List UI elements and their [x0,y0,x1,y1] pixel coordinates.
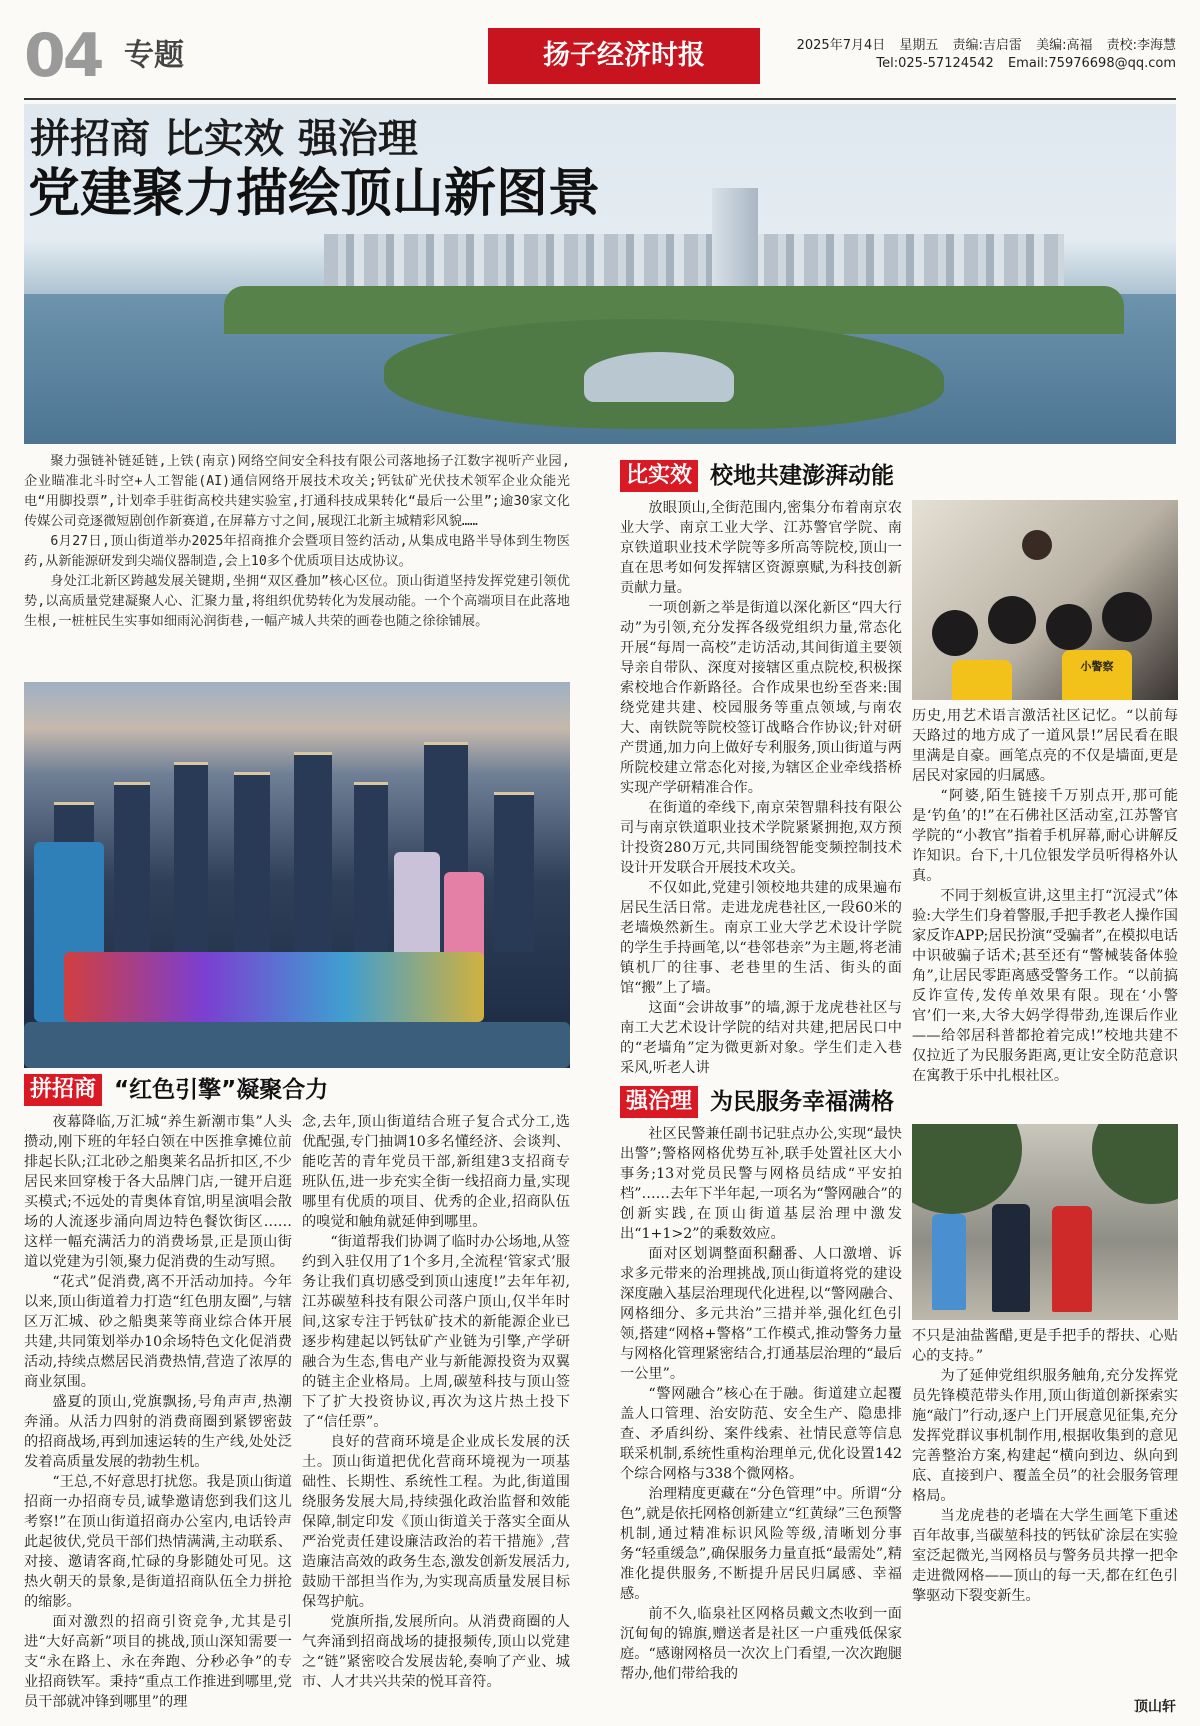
recruit-column-1 [24,1112,292,1708]
governance-column-1 [620,1124,902,1708]
results-tag: 比实效 [620,460,698,492]
article-paragraph: 历史,用艺术语言激活社区记忆。“以前每天路过的地方成了一道风景!”居民看在眼里满是自豪。画笔点亮的不仅是墙面,更是居民对家园的归属感。 [912,708,1178,784]
article-paragraph: 为了延伸党组织服务触角,充分发挥党员先锋模范带头作用,顶山街道创新探索实施“敲门”行动,逐户上门开展意见征集,充分发挥党群议事机制作用,根据收集到的意见完善整治方案,构建起“横向到边、纵向到底、直接到户、覆盖全员”的社会服务管理格局。 [912,1368,1178,1504]
article-paragraph: 前不久,临泉社区网格员戴文杰收到一面沉甸甸的锦旗,赠送者是社区一户重残低保家庭。“感谢网格员一次次上门看望,一次次跑腿帮办,他们带给我的 [620,1606,902,1682]
results-heading [620,460,894,494]
article-paragraph: 社区民警兼任副书记驻点办公,实现“最快出警”;警格网格优势互补,联手处置社区大小事务;13对党员民警与网格员结成“平安拍档”……去年下半年起,一项名为“警网融合”的创新实践,在顶山街道基层治理中激发出“1+1>2”的乘数效应。 [620,1126,902,1242]
photo-child [1102,592,1152,642]
issue-meta [787,34,1176,53]
article-paragraph: “街道帮我们协调了临时办公场地,从签约到入驻仅用了1个多月,全流程‘管家式’服务让我们真切感受到顶山速度!”去年年初,江苏碳堃科技有限公司落户顶山,仅半年时间,这家专注于钙钛矿技术的新能源企业已逐步构建起以钙钛矿产业链为引擎,产学研融合为生态,售电产业与新能源投资为双翼的链主企业格局。上周,碳堃科技与顶山签下了扩大投资协议,再次为这片热土投下了“信任票”。 [302,1234,570,1430]
photo-tree [1092,1124,1178,1204]
photo-building [234,772,270,952]
article-paragraph: 不同于刻板宣讲,这里主打“沉浸式”体验:大学生们身着警服,手把手教老人操作国家反诈APP;居民扮演“受骗者”,在模拟电话中识破骗子话术;甚至还有“警械装备体验角”,让居民零距离感受警务工作。“以前搞反诈宣传,发传单效果有限。现在‘小警官’们一来,大爷大妈学得带劲,连课后作业——给邻居科普都抢着完成!”校地共建不仅拉近了为民服务距离,更让安全防范意识在寓教于乐中扎根社区。 [912,888,1178,1084]
photo-child [1046,604,1092,650]
art-editor-credit: 美编:高福 [1036,38,1093,53]
article-paragraph: “警网融合”核心在于融。街道建立起覆盖人口管理、治安防范、安全生产、隐患排查、矛盾纠纷、案件线索、社情民意等信息联采机制,系统性重构治理单元,优化设置142个综合网格与338个微网格。 [620,1386,902,1482]
article-paragraph: 治理精度更藏在“分色管理”中。所谓“分色”,就是依托网格创新建立“红黄绿”三色预警机制,通过精准标识风险等级,清晰划分事务“轻重缓急”,确保服务力量直抵“最需处”,精准化提供服务,不断提升居民归属感、幸福感。 [620,1486,902,1602]
photo-building [294,752,332,952]
governance-heading [620,1086,894,1120]
article-paragraph: “王总,不好意思打扰您。我是顶山街道招商一办招商专员,诚挚邀请您到我们这儿考察!”在顶山街道招商办公室内,电话铃声此起彼伏,党员干部们热情满满,主动联系、对接、邀请客商,忙碌的身影随处可见。这热火朝天的景象,是街道招商队伍全力拼抢的缩影。 [24,1474,292,1610]
contact-tel: Tel:025-57124542 [876,56,994,71]
governance-column-2 [912,1326,1178,1692]
section-title: 专题 [124,38,184,73]
article-paragraph: 一项创新之举是街道以深化新区“四大行动”为引领,充分发挥各级党组织力量,常态化开展“每周一高校”走访活动,其间街道主要领导亲自带队、深度对接辖区重点院校,积极探索校地合作新路径。合作成果也纷至沓来:围绕党建共建、校园服务等重点领域,与南农大、南铁院等院校签订战略合作协议;针对研产贯通,加力向上做好专利服务,顶山街道与两所院校建立常态化对接,为辖区企业牵线搭桥实现产学研精准合作。 [620,600,902,796]
article-paragraph: 放眼顶山,全街范围内,密集分布着南京农业大学、南京工业大学、江苏警官学院、南京铁道职业技术学院等多所高等院校,顶山一直在思考如何发挥辖区资源禀赋,为科技创新贡献力量。 [620,500,902,596]
issue-date: 2025年7月4日 [796,38,886,53]
page-number: 04 [24,21,102,91]
photo-water [24,1022,570,1068]
article-paragraph: 党旗所指,发展所向。从消费商圈的人气奔涌到招商战场的捷报频传,顶山以党建之“链”紧密咬合发展齿轮,奏响了产业、城市、人才共兴共荣的悦耳音符。 [302,1614,570,1690]
results-column-2 [912,706,1178,1090]
photo-building [494,792,534,952]
police-vest: 小警察 [1062,650,1132,700]
lead-text [24,452,570,676]
photo-officer [1022,530,1052,560]
governance-title: 为民服务幸福满格 [710,1089,895,1115]
community-patrol-photo [912,1124,1178,1320]
photo-mall [64,952,484,1022]
results-column-1 [620,498,902,1090]
issue-weekday: 星期五 [899,38,939,53]
hero-aerial-photo [24,104,1176,444]
photo-building [354,782,388,952]
photo-vest [952,660,1012,700]
recruit-tag: 拼招商 [24,1074,102,1106]
lead-paragraph: 聚力强链补链延链,上铁(南京)网络空间安全科技有限公司落地扬子江数字视听产业园,企业瞄准北斗时空+人工智能(AI)通信网络开展技术攻关;钙钛矿光伏技术领军企业众能光电“用脚投票”,计划牵手驻街高校共建实验室,打通科技成果转化“最后一公里”;逾30家文化传媒公司竞逐微短剧创作新赛道,在屏幕方寸之间,展现江北新主城精彩风貌…… [24,454,570,529]
article-paragraph: 不只是油盐酱醋,更是手把手的帮扶、心贴心的支持。” [912,1328,1178,1364]
recruit-column-2 [302,1112,570,1708]
article-paragraph: “阿婆,陌生链接千万别点开,那可能是‘钓鱼’的!”在石佛社区活动室,江苏警官学院的“小教官”指着手机屏幕,耐心讲解反诈知识。台下,十几位银发学员听得格外认真。 [912,788,1178,884]
recruit-heading [24,1074,328,1108]
photo-grid-worker [1052,1206,1092,1312]
editor-credit: 责编:吉启雷 [952,38,1022,53]
photo-building [174,762,208,962]
article-paragraph: 念,去年,顶山街道结合班子复合式分工,选优配强,专门抽调10多名懂经济、会谈判、能吃苦的青年党员干部,新组建3支招商专班队伍,进一步充实全街一线招商力量,实现哪里有优质的项目、优秀的企业,招商队伍的嗅觉和触角就延伸到哪里。 [302,1114,570,1230]
hero-skyline [324,234,1064,294]
article-paragraph: 在街道的牵线下,南京荣智鼎科技有限公司与南京铁道职业技术学院紧紧拥抱,双方预计投资280万元,共同围绕智能变频控制技术设计开发联合开展技术攻关。 [620,800,902,876]
photo-child [988,596,1036,644]
article-paragraph: 不仅如此,党建引领校地共建的成果遍布居民生活日常。走进龙虎巷社区,一段60米的老墙焕然新生。南京工业大学艺术设计学院的学生手持画笔,以“巷邻巷亲”为主题,将老浦镇机厂的往事、老巷里的生活、街头的面馆“搬”上了墙。 [620,880,902,996]
governance-tag: 强治理 [620,1086,698,1118]
proofreader-credit: 责校:李海慧 [1106,38,1176,53]
contact-email: Email:75976698@qq.com [1007,56,1176,71]
night-city-photo [24,682,570,1068]
photo-tree [912,1124,1022,1214]
photo-child [932,610,978,656]
contact-meta [866,56,1176,71]
campus-antifraud-photo [912,500,1178,700]
header-divider [24,98,1176,100]
article-byline: 顶山轩 [1134,1699,1176,1715]
newspaper-logo: 扬子经济时报 [488,28,760,84]
headline-kicker: 拼招商 比实效 强治理 [30,116,418,162]
masthead [24,22,1176,94]
lead-paragraph: 身处江北新区跨越发展关键期,坐拥“双区叠加”核心区位。顶山街道坚持发挥党建引领优势,以高质量党建凝聚人心、汇聚力量,将组织优势转化为发展动能。一个个高端项目在此落地生根,一桩桩民生实事如细雨沁润街巷,一幅产城人共荣的画卷也随之徐徐铺展。 [24,574,570,629]
photo-volunteer [932,1214,966,1310]
results-title: 校地共建澎湃动能 [710,463,895,489]
lead-paragraph: 6月27日,顶山街道举办2025年招商推介会暨项目签约活动,从集成电路半导体到生物医药,从新能源研发到尖端仪器制造,会上10多个优质项目达成协议。 [24,534,570,569]
photo-police-officer [992,1204,1030,1312]
hero-stadium [584,352,734,402]
headline-main: 党建聚力描绘顶山新图景 [28,164,601,224]
recruit-title: “红色引擎”凝聚合力 [114,1077,329,1103]
article-paragraph: 良好的营商环境是企业成长发展的沃土。顶山街道把优化营商环境视为一项基础性、长期性、系统性工程。为此,街道围绕服务发展大局,持续强化政治监督和效能保障,制定印发《顶山街道关于落实全面从严治党责任建设廉洁政治的若干措施》,营造廉洁高效的政务生态,激发创新发展活力,鼓励干部担当作为,为实现高质量发展目标保驾护航。 [302,1434,570,1610]
article-paragraph: 盛夏的顶山,党旗飘扬,号角声声,热潮奔涌。从活力四射的消费商圈到紧锣密鼓的招商战场,再到加速运转的生产线,处处泛发着高质量发展的勃勃生机。 [24,1394,292,1470]
article-paragraph: 夜幕降临,万汇城“养生新潮市集”人头攒动,刚下班的年轻白领在中医推拿摊位前排起长队;江北砂之船奥莱名品折扣区,不少居民来回穿梭于各大品牌门店,一键开启逛买模式;不远处的青奥体育馆,明星演唱会散场的人流逐步涌向周边特色餐饮街区……这样一幅充满活力的消费场景,正是顶山街道以党建为引领,聚力促消费的生动写照。 [24,1114,292,1270]
article-paragraph: 面对区划调整面积翻番、人口激增、诉求多元带来的治理挑战,顶山街道将党的建设深度融入基层治理现代化进程,以“警网融合、网格细分、多元共治”三措并举,强化红色引领,搭建“网格+警格”工作模式,推动警务力量与网格化管理紧密结合,打通基层治理的“最后一公里”。 [620,1246,902,1382]
article-paragraph: 这面“会讲故事”的墙,源于龙虎巷社区与南工大艺术设计学院的结对共建,把居民口中的“老墙角”定为微更新对象。学生们走入巷采风,听老人讲 [620,1000,902,1076]
article-paragraph: “花式”促消费,离不开活动加持。今年以来,顶山街道着力打造“红色朋友圈”,与辖区万汇城、砂之船奥莱等商业综合体开展共建,共同策划举办10余场特色文化促消费活动,持续点燃居民消费热情,营造了浓厚的商业氛围。 [24,1274,292,1390]
article-paragraph: 当龙虎巷的老墙在大学生画笔下重述百年故事,当碳堃科技的钙钛矿涂层在实验室泛起微光,当网格员与警务员共撑一把伞走进微网格——顶山的每一天,都在红色引擎驱动下裂变新生。 [912,1508,1178,1604]
article-paragraph: 面对激烈的招商引资竞争,尤其是引进“大好高新”项目的挑战,顶山深知需要一支“永在路上、永在奔跑、分秒必争”的专业招商铁军。秉持“重点工作推进到哪里,党员干部就冲锋到哪里”的理 [24,1614,292,1708]
